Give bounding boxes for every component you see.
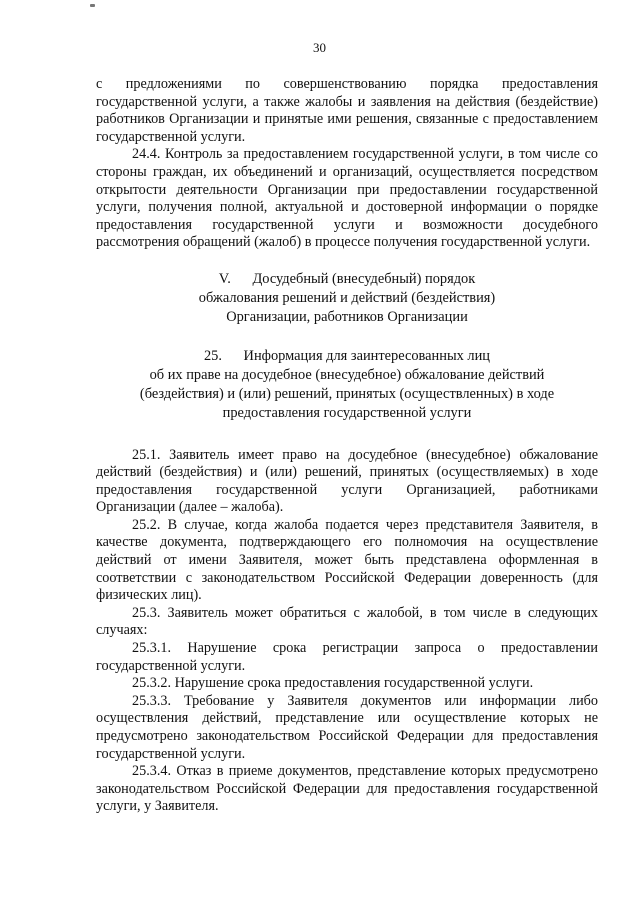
paragraph-25-1: 25.1. Заявитель имеет право на досудебное (внесудебное) обжалование действий (бездействия) и (или) решений, принятых (осуществляемых) в ходе предоставления государственной услуги Организацией, работниками Организации (далее – жалоба). [96, 446, 598, 516]
section-25-heading [96, 347, 598, 422]
section-v-heading-line: V. Досудебный (внесудебный) порядок [218, 270, 476, 287]
paragraph-25-3: 25.3. Заявитель может обратиться с жалобой, в том числе в следующих случаях: [96, 604, 598, 639]
paragraph-24-4: 24.4. Контроль за предоставлением государственной услуги, в том числе со стороны граждан, их объединений и организаций, осуществляется посредством открытости деятельности Организации при предоставлении государственной услуги, получения полной, актуальной и достоверной информации о порядке предоставления государственной услуги и возможности досудебного рассмотрения обращений (жалоб) в процессе получения государственной услуги. [96, 146, 598, 251]
paragraph-25-3-4: 25.3.4. Отказ в приеме документов, представление которых предусмотрено законодательством Российской Федерации для предоставления государственной услуги, у Заявителя. [96, 763, 598, 815]
section-v-heading-line: обжалования решений и действий (бездействия) [198, 289, 496, 306]
page-content [96, 76, 598, 816]
section-25-heading-line: 25. Информация для заинтересованных лиц [203, 348, 490, 365]
paragraph-25-2: 25.2. В случае, когда жалоба подается через представителя Заявителя, в качестве документа, подтверждающего его полномочия на осуществление действий от имени Заявителя, может быть представлена оформленная в соответствии с законодательством Российской Федерации доверенность (для физических лиц). [96, 516, 598, 604]
section-25-heading-line: об их праве на досудебное (внесудебное) обжалование действий [149, 367, 545, 384]
section-25-heading-line: (бездействия) и (или) решений, принятых (осуществленных) в ходе [139, 385, 555, 402]
scan-mark [90, 4, 95, 7]
section-25-heading-line: предоставления государственной услуги [222, 404, 472, 421]
section-v-heading-line: Организации, работников Организации [226, 308, 468, 325]
paragraph-25-3-1: 25.3.1. Нарушение срока регистрации запроса о предоставлении государственной услуги. [96, 640, 598, 674]
paragraph-25-3-2: 25.3.2. Нарушение срока предоставления государственной услуги. [132, 675, 534, 692]
page-number: 30 [313, 40, 326, 55]
paragraph-continuation: с предложениями по совершенствованию порядка предоставления государственной услуги, а также жалобы и заявления на действия (бездействие) работников Организации и принятые ими решения, связанные с предоставлением государственной услуги. [96, 76, 598, 145]
section-v-heading [96, 270, 598, 326]
paragraph-25-3-3: 25.3.3. Требование у Заявителя документов или информации либо осуществления действий, представление или осуществление которых не предусмотрено законодательством Российской Федерации для предоставления государственной услуги. [96, 692, 598, 762]
